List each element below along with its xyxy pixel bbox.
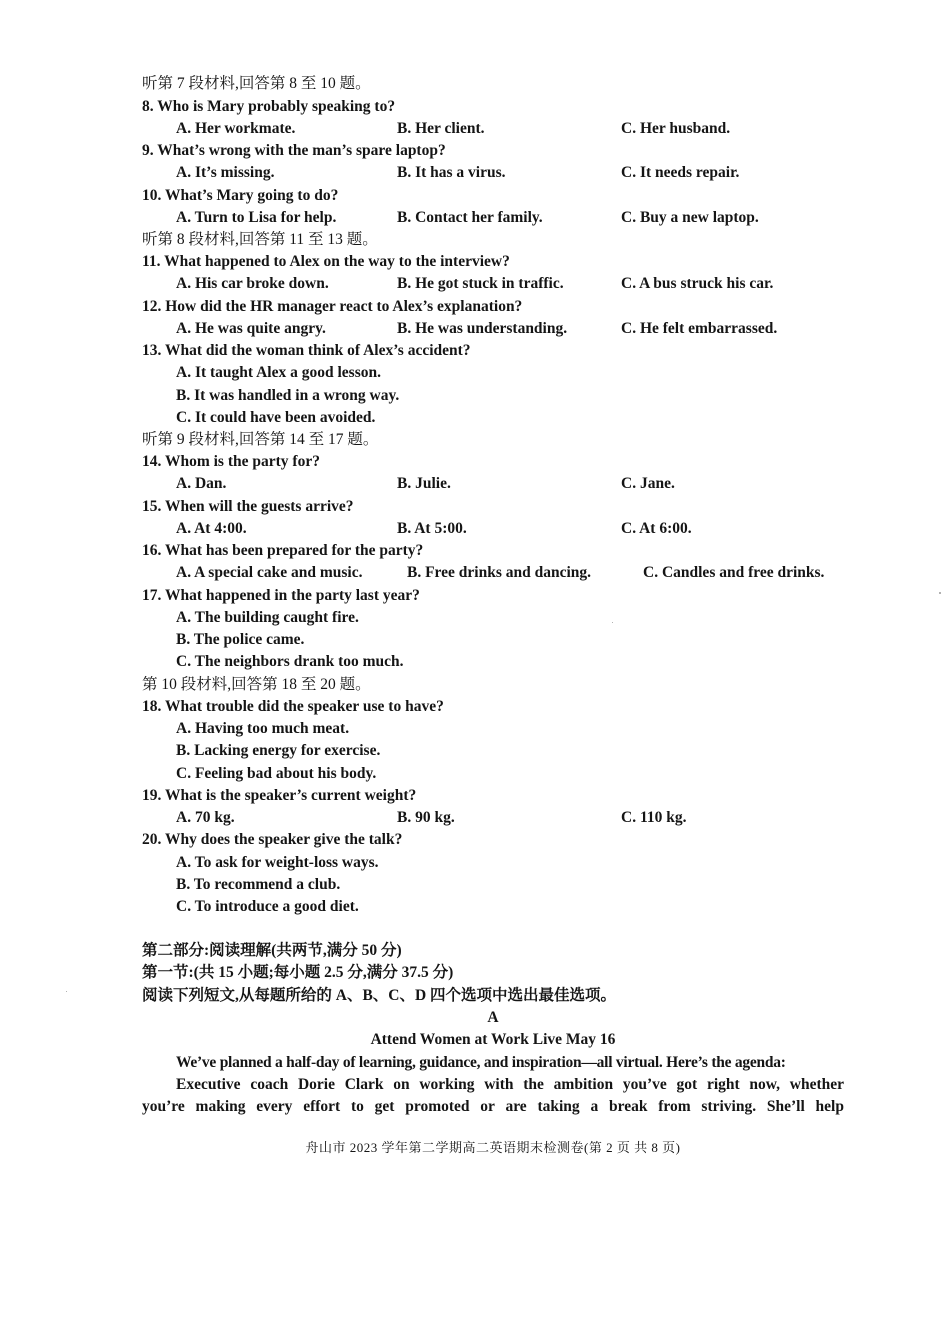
page-footer: 舟山市 2023 学年第二学期高二英语期末检测卷(第 2 页 共 8 页): [305, 1140, 681, 1155]
question-14: 14. Whom is the party for?: [142, 453, 320, 470]
passage-line-2: Executive coach Dorie Clark on working with the ambition you’ve got right now, whether: [176, 1076, 844, 1093]
option-17b: B. The police came.: [176, 631, 305, 648]
option-11c: C. A bus struck his car.: [621, 275, 774, 292]
option-20c: C. To introduce a good diet.: [176, 898, 359, 915]
option-8c: C. Her husband.: [621, 120, 731, 137]
question-18: 18. What trouble did the speaker use to have?: [142, 698, 444, 715]
question-17: 17. What happened in the party last year?: [142, 587, 420, 604]
option-13b: B. It was handled in a wrong way.: [176, 387, 400, 404]
section-header-10: 第 10 段材料,回答第 18 至 20 题。: [142, 676, 371, 693]
option-17a: A. The building caught fire.: [176, 609, 359, 626]
option-16a: A. A special cake and music.: [176, 564, 363, 581]
option-8b: B. Her client.: [397, 120, 485, 137]
part2-section: 第一节:(共 15 小题;每小题 2.5 分,满分 37.5 分): [142, 964, 454, 981]
option-14a: A. Dan.: [176, 475, 227, 492]
section-header-8: 听第 8 段材料,回答第 11 至 13 题。: [142, 231, 378, 248]
section-header-7: 听第 7 段材料,回答第 8 至 10 题。: [142, 75, 371, 92]
option-16b: B. Free drinks and dancing.: [407, 564, 592, 581]
option-11b: B. He got stuck in traffic.: [397, 275, 564, 292]
scan-speck: [939, 592, 941, 594]
passage-line-3: you’re making every effort to get promoted or are taking a break from striving. She’ll help: [142, 1098, 844, 1115]
option-15a: A. At 4:00.: [176, 520, 247, 537]
scan-speck: [612, 622, 613, 623]
question-9: 9. What’s wrong with the man’s spare laptop?: [142, 142, 446, 159]
option-18a: A. Having too much meat.: [176, 720, 350, 737]
option-10b: B. Contact her family.: [397, 209, 543, 226]
option-20a: A. To ask for weight-loss ways.: [176, 854, 379, 871]
option-14c: C. Jane.: [621, 475, 675, 492]
option-9a: A. It’s missing.: [176, 164, 275, 181]
section-header-9: 听第 9 段材料,回答第 14 至 17 题。: [142, 431, 379, 448]
question-20: 20. Why does the speaker give the talk?: [142, 831, 403, 848]
option-13c: C. It could have been avoided.: [176, 409, 376, 426]
option-9b: B. It has a virus.: [397, 164, 506, 181]
option-14b: B. Julie.: [397, 475, 451, 492]
question-12: 12. How did the HR manager react to Alex’s explanation?: [142, 298, 523, 315]
question-10: 10. What’s Mary going to do?: [142, 187, 339, 204]
question-13: 13. What did the woman think of Alex’s accident?: [142, 342, 471, 359]
option-18b: B. Lacking energy for exercise.: [176, 742, 381, 759]
option-13a: A. It taught Alex a good lesson.: [176, 364, 381, 381]
passage-line-1: We’ve planned a half-day of learning, guidance, and inspiration—all virtual. Here’s the agenda:: [176, 1054, 786, 1071]
option-19c: C. 110 kg.: [621, 809, 687, 826]
option-15c: C. At 6:00.: [621, 520, 692, 537]
option-9c: C. It needs repair.: [621, 164, 740, 181]
option-17c: C. The neighbors drank too much.: [176, 653, 404, 670]
option-12c: C. He felt embarrassed.: [621, 320, 778, 337]
option-20b: B. To recommend a club.: [176, 876, 341, 893]
part2-title: 第二部分:阅读理解(共两节,满分 50 分): [142, 942, 402, 959]
passage-letter: A: [487, 1009, 499, 1026]
option-12b: B. He was understanding.: [397, 320, 568, 337]
option-10c: C. Buy a new laptop.: [621, 209, 759, 226]
option-15b: B. At 5:00.: [397, 520, 467, 537]
part2-instruction: 阅读下列短文,从每题所给的 A、B、C、D 四个选项中选出最佳选项。: [142, 987, 617, 1004]
option-19b: B. 90 kg.: [397, 809, 455, 826]
option-18c: C. Feeling bad about his body.: [176, 765, 377, 782]
option-11a: A. His car broke down.: [176, 275, 329, 292]
option-12a: A. He was quite angry.: [176, 320, 326, 337]
question-11: 11. What happened to Alex on the way to the interview?: [142, 253, 510, 270]
option-10a: A. Turn to Lisa for help.: [176, 209, 337, 226]
question-15: 15. When will the guests arrive?: [142, 498, 354, 515]
passage-title: Attend Women at Work Live May 16: [370, 1031, 616, 1048]
question-19: 19. What is the speaker’s current weight?: [142, 787, 417, 804]
question-16: 16. What has been prepared for the party?: [142, 542, 424, 559]
option-16c: C. Candles and free drinks.: [643, 564, 825, 581]
scan-speck: [66, 991, 67, 992]
question-8: 8. Who is Mary probably speaking to?: [142, 98, 396, 115]
option-8a: A. Her workmate.: [176, 120, 296, 137]
option-19a: A. 70 kg.: [176, 809, 235, 826]
